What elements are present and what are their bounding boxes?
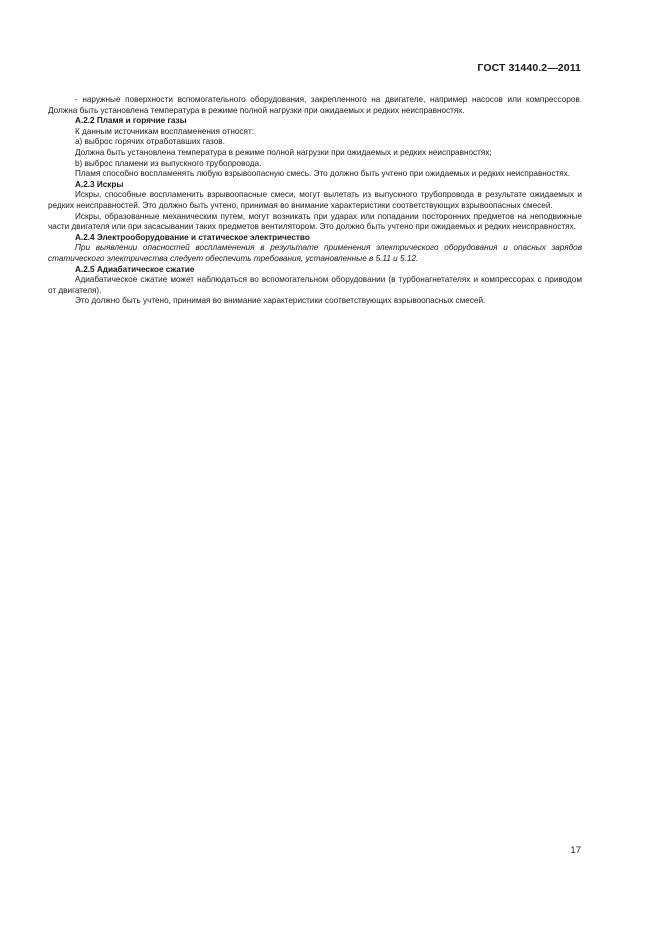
paragraph: К данным источникам воспламенения относят: [75, 126, 254, 136]
list-item: b) выброс пламени из выпускного трубопровода. [75, 158, 262, 168]
italic-paragraph: При выявлении опасностей воспламенения в результате применения электрического оборудования и опасных зарядов статического электричества следует обеспечить требования, установленные в 5.11 и 5.12. [48, 243, 582, 263]
section-heading: А.2.5 Адиабатическое сжатие [75, 264, 195, 274]
paragraph: Искры, образованные механическим путем, могут возникать при ударах или попадании посторонних предметов на неподвижные части двигателя или при засасывании таких предметов вентилятором. Это должно быть учтено при ожидаемых и редких неисправностях. [48, 211, 582, 232]
section-heading: А.2.2 Пламя и горячие газы [75, 116, 187, 126]
paragraph: Должна быть установлена температура в режиме полной нагрузки при ожидаемых и редких неисправностях; [75, 147, 492, 157]
section-heading: А.2.3 Искры [75, 179, 124, 189]
paragraph: Адиабатическое сжатие может наблюдаться во вспомогательном оборудовании (в турбонагнетателях и компрессорах с приводом от двигателя). [48, 275, 582, 295]
paragraph: Это должно быть учтено, принимая во внимание характеристики соответствующих взрывоопасных смесей. [75, 296, 486, 306]
list-item: а) выброс горячих отработавших газов. [75, 137, 225, 147]
document-body [48, 95, 582, 307]
section-heading: А.2.4 Электрооборудование и статическое электричество [75, 232, 310, 242]
paragraph: Пламя способно воспламенять любую взрывоопасную смесь. Это должно быть учтено при ожидаемых и редких неисправностях. [75, 169, 571, 179]
paragraph: Искры, способные воспламенить взрывоопасные смеси, могут вылетать из выпускного трубопровода в результате ожидаемых и редких неисправностей. Это должно быть учтено, принимая во внимание характеристики соответствующих взрывоопасных смесей. [48, 190, 582, 210]
document-code: ГОСТ 31440.2—2011 [477, 62, 581, 74]
paragraph: - наружные поверхности вспомогательного оборудования, закрепленного на двигателе, например насосов или компрессоров. Должна быть установлена температура в режиме полной нагрузки при ожидаемых и редких неисправностях. [48, 95, 582, 115]
page-number: 17 [570, 845, 581, 856]
